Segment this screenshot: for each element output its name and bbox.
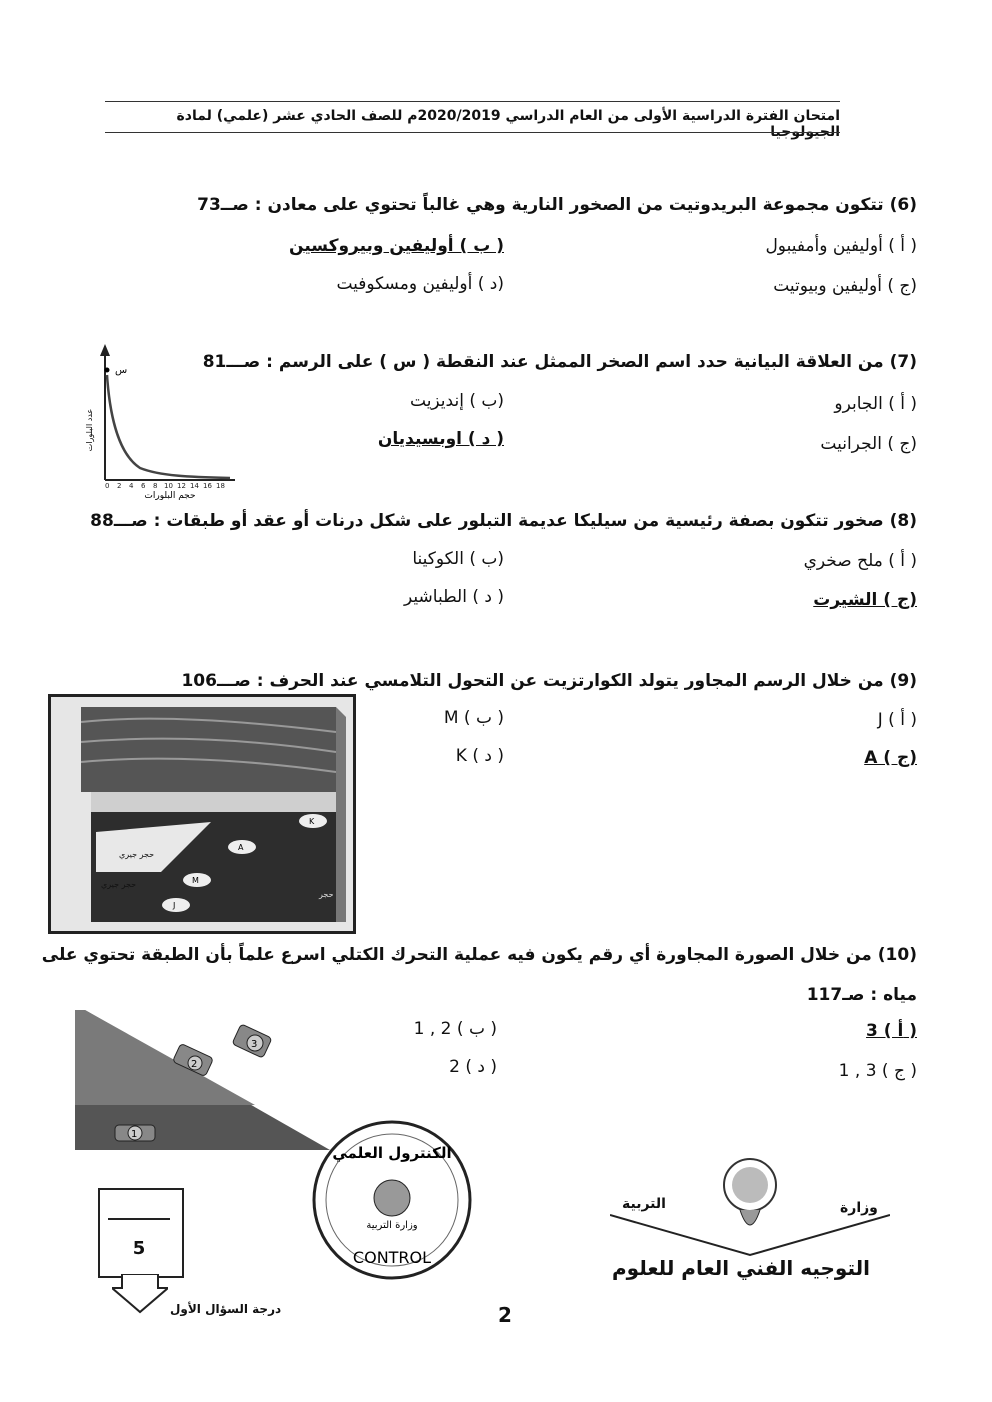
page-reference: صــ73: [197, 195, 249, 215]
q9-option-d: K ( د ): [455, 746, 504, 766]
score-caption: درجة السؤال الأول: [170, 1302, 282, 1316]
graph-tick: 10: [164, 482, 173, 490]
science-guidance: التوجيه الفني العام للعلوم: [612, 1256, 870, 1280]
header-bottom-line: [105, 132, 840, 133]
q9-option-c: A ( ج): [864, 748, 917, 768]
question-text: من خلال الرسم المجاور يتولد الكوارتزيت عن التحول التلامسي عند الحرف :: [256, 671, 884, 691]
figure-block-2: 2: [191, 1059, 198, 1070]
ministry-triangle: [610, 1210, 890, 1260]
q10-option-c: 1 , 3 ( ج ): [838, 1061, 917, 1081]
question-9: [181, 671, 917, 691]
graph-tick: 8: [153, 482, 158, 490]
ministry-word-1: وزارة: [840, 1200, 878, 1216]
page-reference: صـــ88: [90, 511, 148, 531]
graph-ylabel: عدد البلورات: [85, 408, 94, 452]
question-number: (7): [889, 352, 917, 372]
score-box: [98, 1188, 184, 1278]
stamp-title: الكنترول العلمي: [332, 1144, 452, 1162]
ministry-word-2: التربية: [622, 1196, 666, 1212]
graph-tick: 18: [216, 482, 225, 490]
q6-option-a: ( أ ) أوليفين وأمفيبول: [765, 236, 917, 256]
stamp-control-word: CONTROL: [352, 1248, 432, 1267]
score-value: 5: [132, 1238, 146, 1259]
question-7: [203, 352, 917, 372]
figure-block-3: 3: [251, 1039, 258, 1050]
question-text: من العلاقة البيانية حدد اسم الصخر الممثل عند النقطة ( س ) على الرسم :: [266, 352, 884, 372]
figure-limestone-label-2: حجر جيري: [101, 880, 137, 889]
graph-tick: 4: [129, 482, 134, 490]
graph-tick: 0: [105, 482, 110, 490]
question-10-line2: [807, 985, 917, 1005]
figure-label-m: M: [192, 876, 199, 885]
page-reference: صـ117: [806, 985, 865, 1005]
control-stamp: [310, 1118, 475, 1283]
graph-point-label: س: [115, 365, 128, 376]
q8-option-d: ( د ) الطباشير: [404, 587, 504, 607]
question-number: (9): [889, 671, 917, 691]
graph-tick: 16: [203, 482, 212, 490]
graph-tick: 2: [117, 482, 122, 490]
q8-option-a: ( أ ) ملح صخري: [803, 551, 917, 571]
question-number: (6): [889, 195, 917, 215]
question-text: من خلال الصورة المجاورة أي رقم يكون فيه عملية التحرك الكتلي اسرع علماً بأن الطبقة تحتوي على: [41, 945, 872, 965]
q6-option-b: ( ب ) أوليفين وبيروكسين: [289, 236, 504, 256]
question-text: صخور تتكون بصفة رئيسية من سيليكا عديمة التبلور على شكل درنات أو عقد أو طبقات :: [153, 511, 884, 531]
q6-option-c: (ج ) أوليفين وبيوتيت: [773, 276, 917, 296]
q7-option-b: (ب ) إنديزيت: [410, 391, 504, 411]
q7-option-d: ( د ) اوبسيديان: [377, 429, 504, 449]
figure-block-1: 1: [131, 1129, 138, 1140]
q7-option-a: ( أ ) الجابرو: [834, 394, 917, 414]
question-text-cont: مياه :: [870, 985, 917, 1005]
contact-metamorphism-figure: [48, 694, 356, 934]
question-8: [90, 511, 917, 531]
graph-xlabel: حجم البلورات: [144, 491, 196, 500]
graph-tick: 6: [141, 482, 146, 490]
exam-header-title: امتحان الفترة الدراسية الأولى من العام الدراسي 2020/2019م للصف الحادي عشر (علمي) لمادة الجيولوجيا: [176, 108, 840, 140]
question-number: (10): [877, 945, 917, 965]
q10-option-a: 3 ( أ ): [866, 1021, 917, 1041]
mass-movement-figure: [75, 1010, 330, 1155]
crystal-size-graph: [80, 340, 240, 500]
q9-option-a: J ( أ ): [877, 710, 917, 730]
q10-option-b: 1 , 2 ( ب ): [413, 1019, 497, 1039]
page-reference: صـــ81: [202, 352, 261, 372]
question-6: [197, 195, 917, 215]
graph-tick: 12: [177, 482, 186, 490]
q9-option-b: M ( ب ): [443, 708, 504, 728]
graph-tick: 14: [190, 482, 199, 490]
figure-limestone-label: حجر جيري: [119, 850, 155, 859]
figure-label-j: J: [173, 901, 176, 910]
question-text: تتكون مجموعة البريدوتيت من الصخور النارية وهي غالباً تحتوي على معادن :: [254, 195, 884, 215]
q8-option-c: (ج ) الشيرت: [813, 590, 917, 610]
figure-label-k: K: [309, 817, 315, 826]
q8-option-b: (ب ) الكوكينا: [412, 549, 504, 569]
figure-label-a: A: [238, 843, 244, 852]
header-top-line: [105, 101, 840, 102]
q6-option-d: (د ) أوليفين ومسكوفيت: [336, 274, 504, 294]
score-arrow-icon: [112, 1274, 168, 1314]
stamp-ministry: وزارة التربية: [366, 1220, 418, 1231]
figure-rock-label: حجر: [319, 890, 334, 899]
q7-option-c: (ج ) الجرانيت: [820, 434, 917, 454]
page-number: 2: [498, 1303, 512, 1327]
q10-option-d: 2 ( د ): [449, 1057, 497, 1077]
question-number: (8): [889, 511, 917, 531]
score-line: [108, 1218, 170, 1220]
page-reference: صـــ106: [181, 671, 251, 691]
question-10: [42, 945, 917, 965]
